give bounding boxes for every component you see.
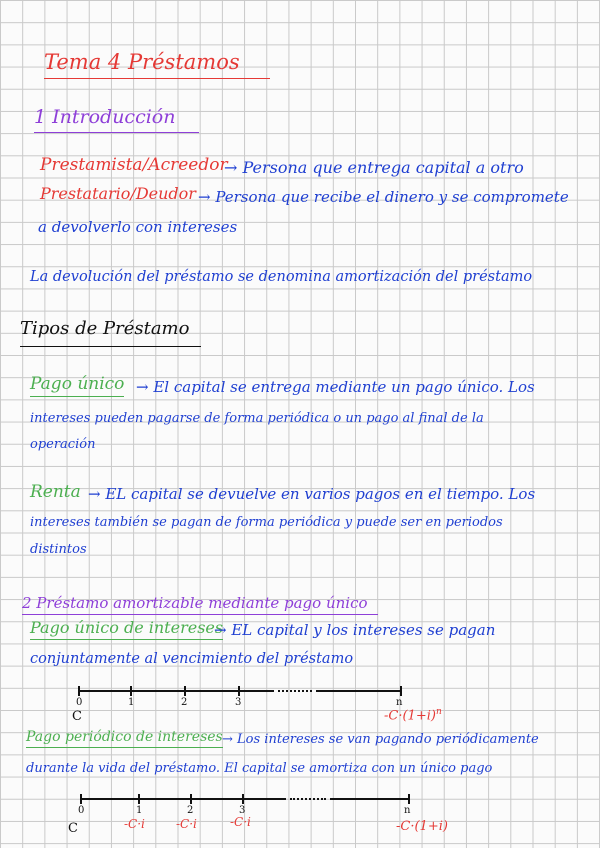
pago-unico-term: Pago único	[30, 376, 124, 397]
amortizacion-text: La devolución del préstamo se denomina amortización del préstamo	[30, 269, 533, 285]
prestamista-definition: → Persona que entrega capital a otro	[224, 158, 524, 177]
timeline-1-axis	[78, 690, 274, 692]
pago-periodico-intereses-line-2: durante la vida del préstamo. El capital se amortiza con un único pago	[26, 761, 493, 776]
pago-unico-intereses-term: Pago único de intereses	[30, 620, 223, 640]
timeline-2-tick	[138, 794, 140, 804]
timeline-2-period-label: -C·i	[230, 815, 251, 829]
pago-unico-line-1: → El capital se entrega mediante un pago único. Los	[136, 378, 535, 396]
pago-periodico-intereses-term: Pago periódico de intereses	[26, 730, 223, 748]
timeline-2-axis	[80, 798, 286, 800]
timeline-1-tick-label: 2	[181, 697, 188, 708]
prestatario-definition-cont: a devolverlo con intereses	[38, 218, 238, 236]
timeline-2-tick-label: 0	[78, 805, 85, 816]
timeline-1-tick	[238, 686, 240, 696]
renta-line-2: intereses también se pagan de forma periódica y puede ser en periodos	[30, 515, 503, 530]
timeline-1-tick-label: n	[396, 697, 403, 708]
timeline-1-tick	[78, 686, 80, 696]
timeline-1-tick-label: 3	[235, 697, 242, 708]
page-title: Tema 4 Préstamos	[44, 52, 270, 79]
timeline-2-start-label: C	[68, 821, 78, 836]
section-2-heading: 2 Préstamo amortizable mediante pago único	[22, 596, 378, 615]
timeline-2-tick-label: 3	[239, 805, 246, 816]
timeline-1-tick	[130, 686, 132, 696]
pago-unico-line-3: operación	[30, 437, 96, 452]
timeline-2-tick-label: 1	[136, 805, 143, 816]
timeline-2-tick	[408, 794, 410, 804]
timeline-2-tick	[80, 794, 82, 804]
prestatario-definition: → Persona que recibe el dinero y se compromete	[198, 188, 569, 206]
pago-unico-intereses-line-1: → EL capital y los intereses se pagan	[214, 621, 496, 639]
renta-line-3: distintos	[30, 542, 87, 557]
timeline-1-axis-end	[316, 690, 402, 692]
renta-term: Renta	[30, 482, 81, 502]
timeline-1-tick-label: 1	[128, 697, 135, 708]
timeline-1-tick	[184, 686, 186, 696]
pago-unico-line-2: intereses pueden pagarse de forma periódica o un pago al final de la	[30, 411, 484, 426]
timeline-2-tick	[242, 794, 244, 804]
timeline-1-gap	[278, 690, 312, 692]
timeline-2-period-label: -C·i	[124, 817, 145, 831]
timeline-2-axis-end	[330, 798, 410, 800]
timeline-1-tick	[400, 686, 402, 696]
pago-unico-intereses-line-2: conjuntamente al vencimiento del préstamo	[30, 651, 354, 667]
timeline-1-end-value: -C·(1+i)	[384, 708, 436, 724]
renta-line-1: → EL capital se devuelve en varios pagos en el tiempo. Los	[88, 485, 536, 503]
pago-periodico-intereses-line-1: → Los intereses se van pagando periódicamente	[222, 732, 539, 747]
timeline-2-end-label: -C·(1+i)	[396, 819, 448, 834]
prestamista-term: Prestamista/Acreedor	[40, 155, 228, 175]
section-1-heading: 1 Introducción	[34, 108, 199, 133]
timeline-2-gap	[290, 798, 326, 800]
tipos-heading: Tipos de Préstamo	[20, 320, 201, 347]
prestatario-term: Prestatario/Deudor	[40, 184, 196, 203]
timeline-2-tick-label: 2	[187, 805, 194, 816]
timeline-1-end-exponent: n	[435, 707, 442, 717]
timeline-2-period-label: -C·i	[176, 817, 197, 831]
timeline-1-tick-label: 0	[76, 697, 83, 708]
timeline-1-end-label	[384, 708, 442, 722]
timeline-2-tick	[190, 794, 192, 804]
timeline-1-start-label: C	[72, 709, 82, 724]
timeline-2-tick-label: n	[404, 805, 411, 816]
